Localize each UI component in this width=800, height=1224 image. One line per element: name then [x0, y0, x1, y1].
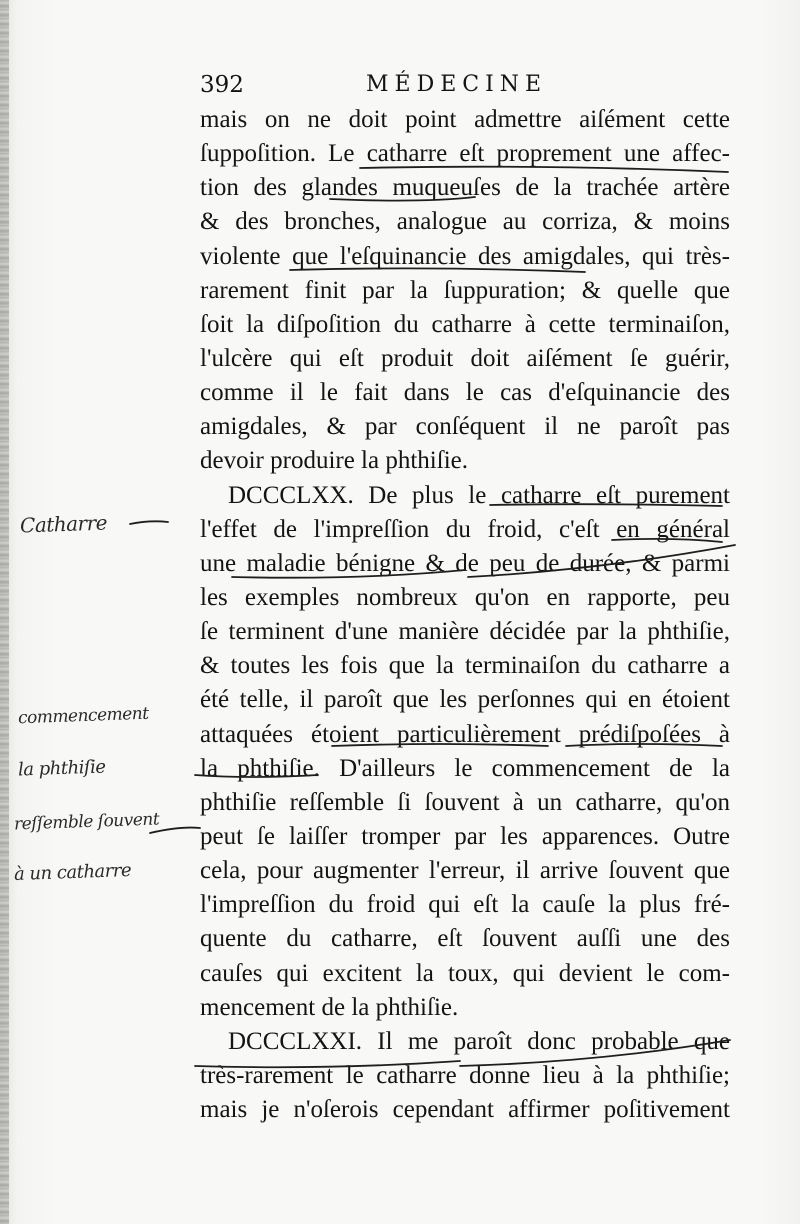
paragraph-start-line: DCCCLXXI. Il me paroît donc probable que: [228, 1027, 730, 1055]
text-line: phthiſie reſſemble ſi ſouvent à un catharre, qu'on: [200, 788, 730, 816]
text-line: rarement finit par la ſuppuration; & quelle que: [200, 276, 730, 304]
text-line: ſoit la diſpoſition du catharre à cette terminaiſon,: [200, 310, 730, 338]
text-line: cauſes qui excitent la toux, qui devient le com-: [200, 959, 730, 987]
text-line: attaquées étoient particulièrement prédiſpoſées à: [200, 720, 730, 748]
paragraph-start-line: DCCCLXX. De plus le catharre eſt purement: [228, 481, 730, 509]
margin-note: commencement: [17, 703, 149, 729]
page-header: [198, 72, 738, 104]
handwritten-marginalia: [12, 0, 202, 1224]
text-line: ſuppoſition. Le catharre eſt proprement une affec-: [200, 140, 730, 168]
text-line: mais je n'oſerois cependant affirmer poſitivement: [200, 1096, 730, 1124]
margin-note: Catharre: [19, 510, 108, 538]
margin-note: reſſemble ſouvent: [13, 809, 160, 835]
text-line: & toutes les fois que la terminaiſon du catharre a: [200, 652, 730, 680]
running-title: MÉDECINE: [366, 72, 548, 97]
book-binding-edge: [0, 0, 9, 1224]
margin-note: la phthiſie: [17, 756, 106, 781]
text-line: très-rarement le catharre donne lieu à la phthiſie;: [200, 1061, 730, 1089]
text-line: quente du catharre, eſt ſouvent auſſi une des: [200, 925, 730, 953]
text-line: comme il le fait dans le cas d'eſquinancie des: [200, 379, 730, 407]
text-line: mencement de la phthiſie.: [200, 993, 459, 1021]
text-line: l'impreſſion du froid qui eſt la cauſe la plus fré-: [200, 891, 730, 919]
text-line: l'ulcère qui eſt produit doit aiſément ſe guérir,: [200, 344, 730, 372]
text-line: les exemples nombreux qu'on en rapporte, peu: [200, 583, 730, 611]
text-line: mais on ne doit point admettre aiſément cette: [200, 106, 730, 133]
text-line: l'effet de l'impreſſion du froid, c'eſt en général: [200, 515, 730, 543]
text-line: ſe terminent d'une manière décidée par la phthiſie,: [200, 618, 730, 646]
text-line: amigdales, & par conſéquent il ne paroît pas: [200, 413, 730, 441]
text-line: la phthiſie. D'ailleurs le commencement de la: [200, 754, 730, 782]
text-line: peut ſe laiſſer tromper par les apparences. Outre: [200, 822, 730, 850]
body-text: [200, 103, 730, 1127]
text-line: tion des glandes muqueuſes de la trachée artère: [200, 174, 730, 202]
text-line: été telle, il paroît que les perſonnes qui en étoient: [200, 686, 730, 714]
margin-note: à un catharre: [13, 859, 132, 886]
text-line: une maladie bénigne & de peu de durée, & parmi: [200, 549, 730, 577]
text-line: cela, pour augmenter l'erreur, il arrive ſouvent que: [200, 857, 730, 885]
text-line: violente que l'eſquinancie des amigdales, qui très-: [200, 242, 730, 270]
text-line: & des bronches, analogue au corriza, & moins: [200, 208, 730, 236]
page-number: 392: [200, 72, 244, 98]
text-line: devoir produire la phthiſie.: [200, 447, 468, 475]
